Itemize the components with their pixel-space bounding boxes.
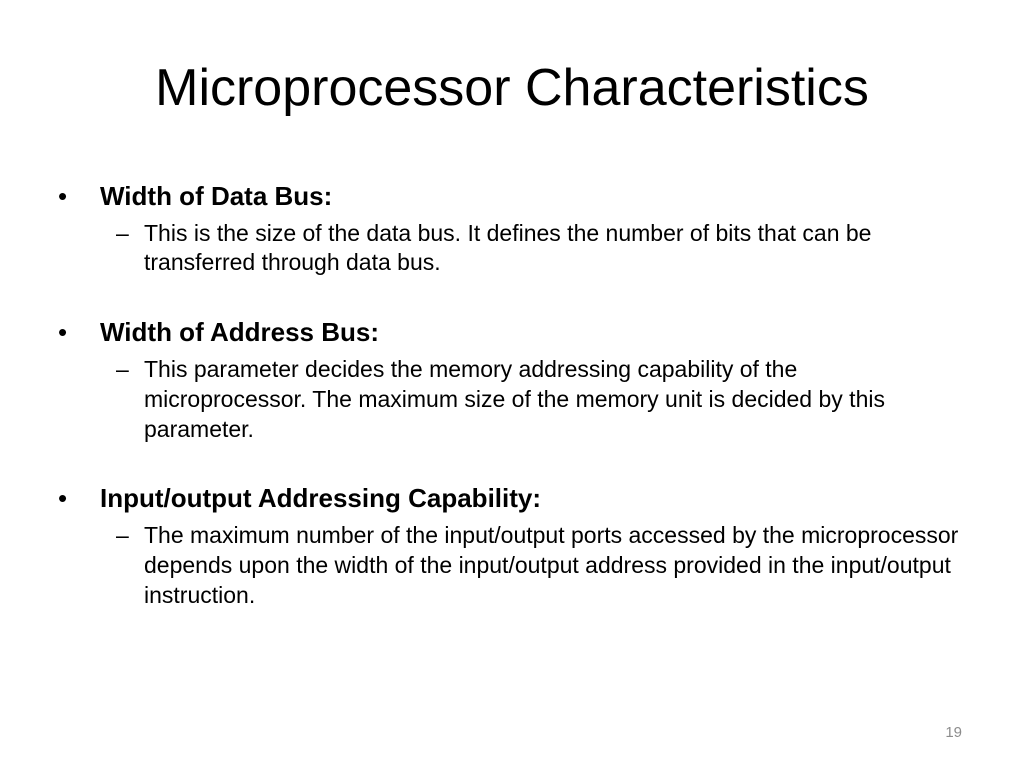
bullet-heading: Input/output Addressing Capability: (100, 483, 542, 514)
sub-bullet-text: This is the size of the data bus. It defines the number of bits that can be transferred through data bus. (144, 219, 872, 276)
bullet-heading: Width of Address Bus: (100, 317, 380, 348)
bullet-heading: Width of Data Bus: (100, 181, 333, 211)
dash-icon: – (116, 219, 129, 246)
sub-bullet-text: The maximum number of the input/output ports accessed by the microprocessor depends upon the width of the input/output address provided in the input/output instruction. (144, 521, 959, 608)
sub-bullet-item (116, 219, 978, 279)
bullet-group-address-bus (58, 316, 978, 444)
sub-bullet-item (116, 355, 978, 445)
bullet-icon: • (58, 181, 68, 211)
bullet-item (58, 482, 978, 515)
bullet-item (58, 180, 978, 213)
bullet-group-io-addressing (58, 482, 978, 610)
bullet-item (58, 316, 978, 349)
bullet-icon: • (58, 483, 68, 514)
page-number: 19 (945, 724, 962, 741)
sub-bullet-text: This parameter decides the memory addressing capability of the microprocessor. The maximum size of the memory unit is decided by this parameter. (144, 355, 885, 442)
sub-bullet-item (116, 521, 978, 611)
bullet-group-data-bus (58, 180, 978, 278)
dash-icon: – (116, 521, 129, 548)
slide-body (58, 180, 978, 649)
bullet-icon: • (58, 317, 68, 348)
slide-title: Microprocessor Characteristics (155, 59, 869, 117)
dash-icon: – (116, 355, 129, 382)
